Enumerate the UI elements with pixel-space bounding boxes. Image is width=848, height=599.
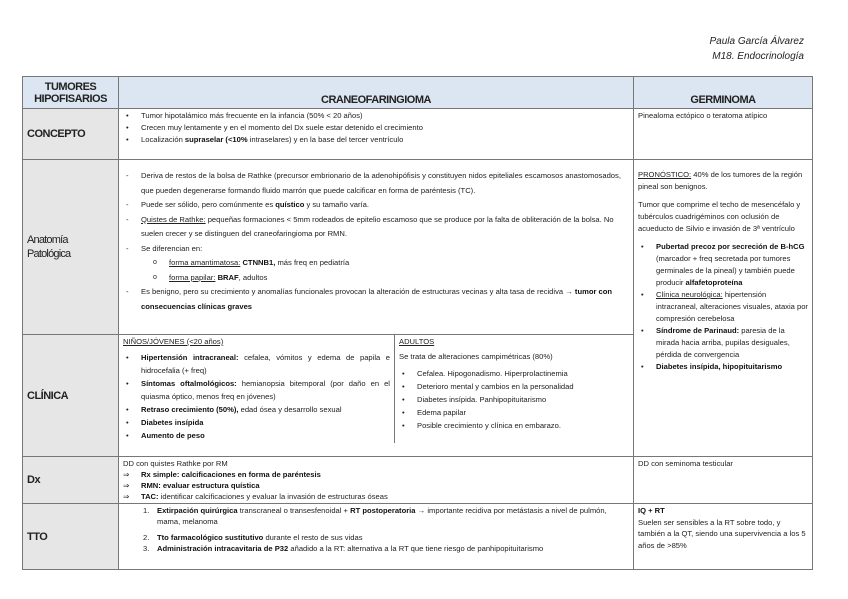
tto-germ-text: Suelen ser sensibles a la RT sobre todo, y también a la QT, siendo una supervivencia a los 5 años de >85% bbox=[638, 517, 806, 550]
list-item: o forma papilar: BRAF, adultos bbox=[123, 271, 629, 286]
dx-intro: DD con quistes Rathke por RM bbox=[123, 459, 228, 468]
list-item: ⇒ TAC: identificar calcificaciones y evaluar la invasión de estructuras óseas bbox=[123, 491, 629, 502]
list-item: • Diabetes insípida, hipopituitarismo bbox=[638, 361, 808, 373]
list-item: 1. Extirpación quirúrgica transcraneal o transesfenoidal + RT postoperatoria → importante recidiva por metástasis a nivel de pulmón, mama, melanoma bbox=[143, 506, 607, 526]
list-item: 2. Tto farmacológico sustitutivo durante el resto de sus vidas bbox=[143, 533, 363, 542]
list-item: • Clínica neurológica: hipertensión intracraneal, alteraciones visuales, ataxia por compresión cerebelosa bbox=[638, 289, 808, 325]
tto-label: TTO bbox=[23, 504, 119, 570]
anatomia-row bbox=[23, 160, 813, 335]
tumores-table bbox=[22, 76, 813, 570]
clinica-label: CLÍNICA bbox=[23, 335, 119, 457]
clinica-cranio bbox=[119, 335, 634, 457]
germinoma-header: GERMINOMA bbox=[634, 77, 813, 109]
list-item: ⇒ Rx simple: calcificaciones en forma de paréntesis bbox=[123, 469, 629, 480]
list-item: • Crecen muy lentamente y en el momento del Dx suele estar detenido el crecimiento bbox=[123, 122, 629, 134]
list-item: • Cefalea. Hipogonadismo. Hiperprolactinemia bbox=[399, 367, 629, 380]
anatomia-cranio bbox=[119, 160, 634, 335]
list-item: o forma amantimatosa: CTNNB1, más freq en pediatría bbox=[123, 256, 629, 271]
list-item: - Puede ser sólido, pero comúnmente es quístico y su tamaño varía. bbox=[123, 198, 629, 213]
list-item: 3. Administración intracavitaria de P32 añadido a la RT: alternativa a la RT que tiene riesgo de panhipopituitarismo bbox=[143, 544, 544, 553]
germinoma-description: Tumor que comprime el techo de mesencéfalo y tubérculos cuadrigéminos con oclusión de acueducto de Silvio e invasión de 3ª ventrículo bbox=[638, 200, 801, 233]
list-item: • Diabetes insípida. Panhipopituitarismo bbox=[399, 393, 629, 406]
tto-germ-title: IQ + RT bbox=[638, 506, 665, 515]
dx-germ: DD con seminoma testicular bbox=[634, 457, 813, 504]
corner-line-1: TUMORES bbox=[44, 80, 97, 93]
craneofaringioma-header: CRANEOFARINGIOMA bbox=[119, 77, 634, 109]
adultos-intro: Se trata de alteraciones campimétricas (80%) bbox=[399, 352, 553, 361]
list-item: • Síntomas oftalmológicos: hemianopsia bitemporal (por daño en el quiasma óptico, menos freq en jóvenes) bbox=[123, 377, 390, 403]
module-name: M18. Endocrinología bbox=[712, 51, 804, 62]
concepto-germ: Pinealoma ectópico o teratoma atípico bbox=[634, 109, 813, 160]
corner-header bbox=[23, 77, 119, 109]
clinica-adultos bbox=[395, 335, 633, 443]
anatomia-label: Anatomía Patológica bbox=[23, 160, 119, 335]
dx-row bbox=[23, 457, 813, 504]
tto-germ bbox=[634, 504, 813, 570]
adultos-title: ADULTOS bbox=[399, 337, 435, 346]
list-item: • Pubertad precoz por secreción de B-hCG (marcador + freq secretada por tumores germinales de la pineal) y también puede producir alfafetoproteína bbox=[638, 241, 808, 289]
list-item: • Posible crecimiento y clínica en embarazo. bbox=[399, 419, 629, 432]
author-name: Paula García Álvarez bbox=[709, 36, 804, 47]
ninos-title: NIÑOS/JÓVENES (<20 años) bbox=[123, 337, 224, 346]
author-block bbox=[710, 34, 805, 64]
list-item: ⇒ RMN: evaluar estructura quística bbox=[123, 480, 629, 491]
list-item: • Síndrome de Parinaud: paresia de la mirada hacia arriba, pupilas desiguales, pérdida de convergencia bbox=[638, 325, 808, 361]
germinoma-anatomia-clinica bbox=[634, 160, 813, 457]
concepto-row bbox=[23, 109, 813, 160]
list-item: - Deriva de restos de la bolsa de Rathke (precursor embrionario de la adenohipófisis y constituyen nidos epiteliales escamosos anastomosados, que pueden degenerarse formando fluido marrón que puede calcificar en forma de paréntesis (TC). bbox=[123, 169, 629, 198]
dx-cranio bbox=[119, 457, 634, 504]
corner-line-2: HIPOFISARIOS bbox=[34, 92, 107, 105]
list-item: - Es benigno, pero su crecimiento y anomalías funcionales provocan la alteración de estructuras vecinas y alta tasa de recidiva → tumor con consecuencias clínicas graves bbox=[123, 285, 629, 314]
list-item: • Diabetes insípida bbox=[123, 416, 390, 429]
list-item: • Aumento de peso bbox=[123, 429, 390, 442]
list-item: • Localización supraselar (<10% intraselares) y en la base del tercer ventrículo bbox=[123, 134, 629, 146]
list-item: • Hipertensión intracraneal: cefalea, vómitos y edema de papila e hidrocefalia (+ freq) bbox=[123, 351, 390, 377]
list-item: - Quistes de Rathke: pequeñas formaciones < 5mm rodeados de epitelio escamoso que se produce por la falta de obliteración de la bolsa. No suelen crecer y se distinguen del craneofaringioma por RMN. bbox=[123, 213, 629, 242]
list-item: • Edema papilar bbox=[399, 406, 629, 419]
concepto-label: CONCEPTO bbox=[23, 109, 119, 160]
dx-label: Dx bbox=[23, 457, 119, 504]
concepto-cranio bbox=[119, 109, 634, 160]
list-item: • Deterioro mental y cambios en la personalidad bbox=[399, 380, 629, 393]
clinica-ninos bbox=[119, 335, 395, 443]
tto-cranio bbox=[119, 504, 634, 570]
list-item: - Se diferencian en: bbox=[123, 242, 629, 257]
list-item: • Retraso crecimiento (50%), edad ósea y desarrollo sexual bbox=[123, 403, 390, 416]
pronostico: PRONÓSTICO: 40% de los tumores de la región pineal son benignos. bbox=[638, 170, 803, 191]
tto-row bbox=[23, 504, 813, 570]
list-item: • Tumor hipotalámico más frecuente en la infancia (50% < 20 años) bbox=[123, 110, 629, 122]
header-row bbox=[23, 77, 813, 109]
